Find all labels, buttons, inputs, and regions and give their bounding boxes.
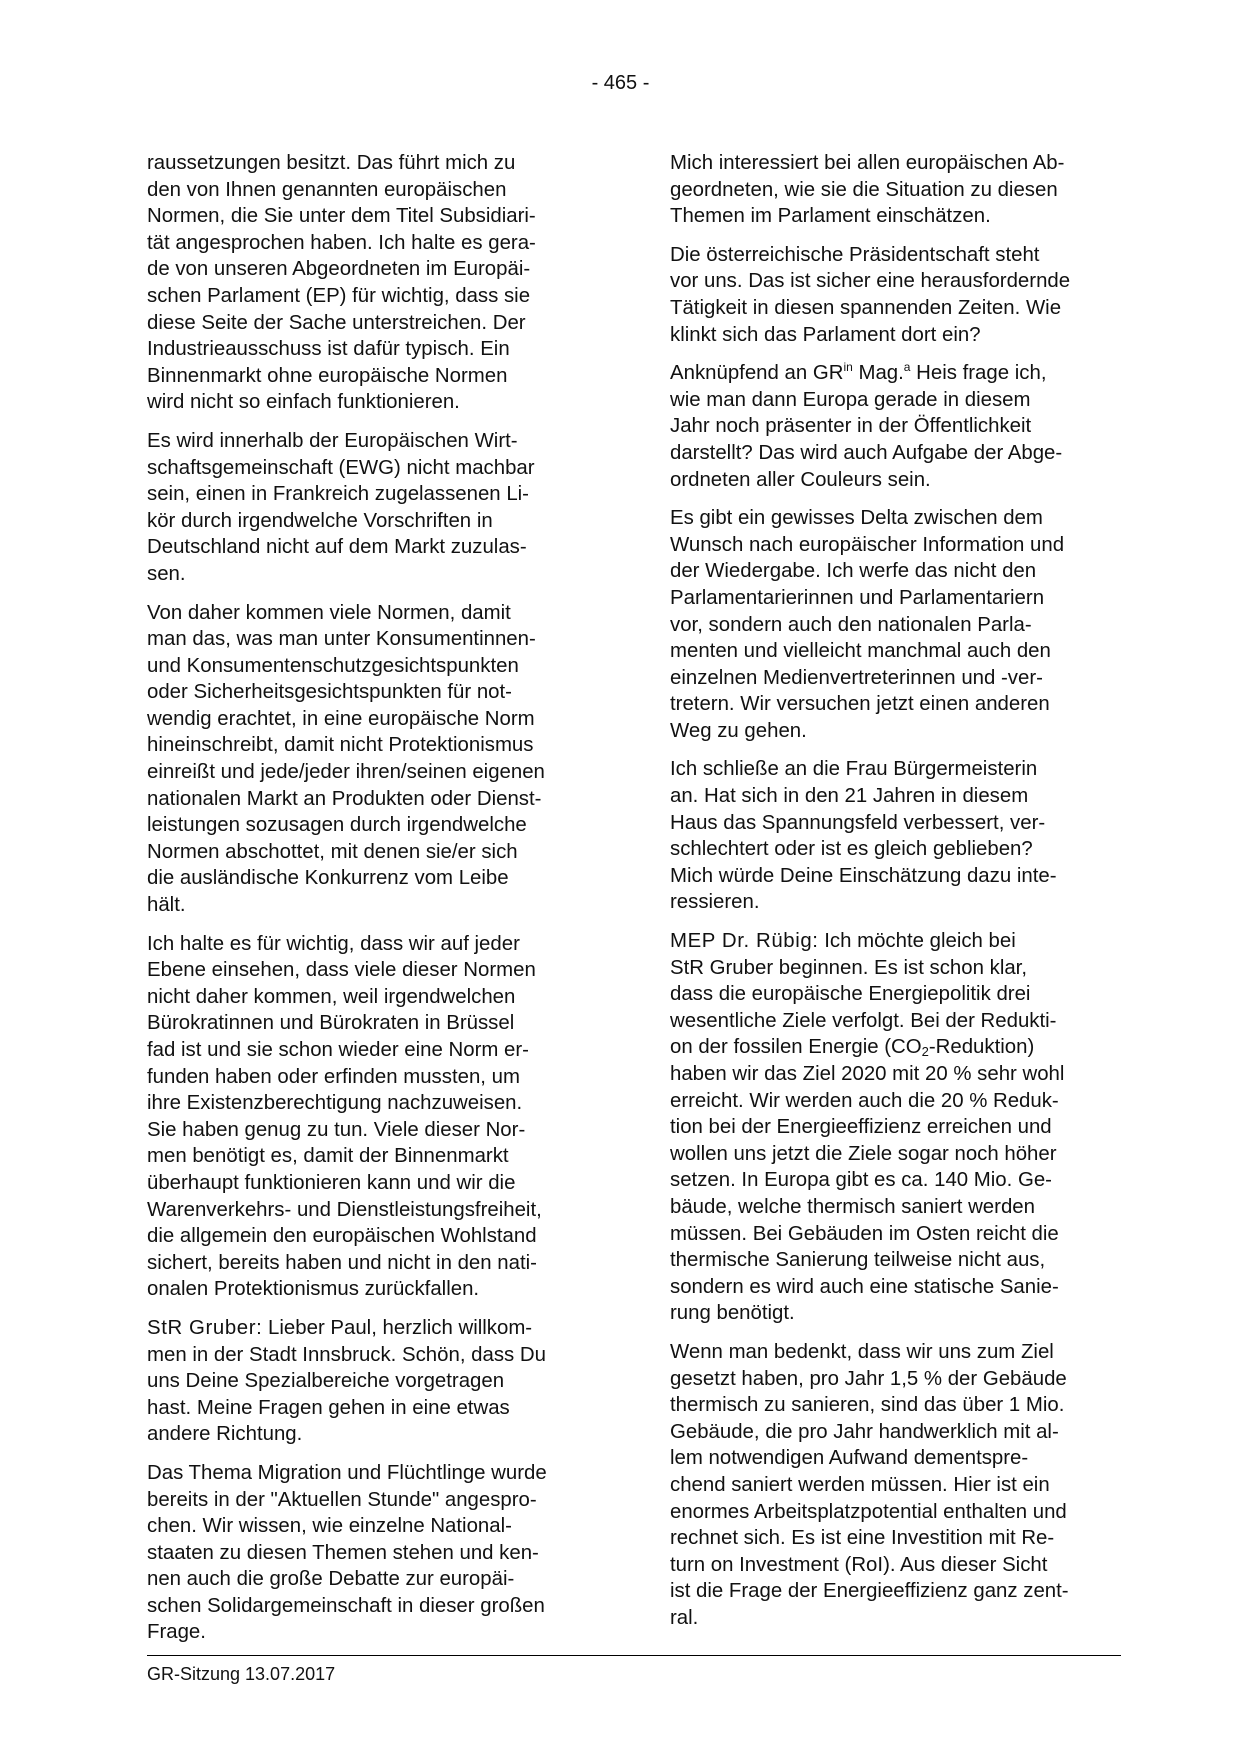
paragraph-line: hält.: [147, 894, 186, 917]
paragraph-line: tretern. Wir versuchen jetzt einen anderen: [670, 693, 1050, 716]
paragraph-line: man das, was man unter Konsumentinnen-: [147, 628, 536, 651]
paragraph-line: einreißt und jede/jeder ihren/seinen eigenen: [147, 761, 545, 784]
paragraph-line: wird nicht so einfach funktionieren.: [147, 391, 460, 414]
paragraph-line: lem notwendigen Aufwand dementspre-: [670, 1447, 1029, 1470]
paragraph: [147, 1315, 597, 1448]
paragraph-line: Weg zu gehen.: [670, 719, 807, 742]
paragraph-line: Tätigkeit in diesen spannenden Zeiten. Wie: [670, 296, 1062, 319]
paragraph-line: den von Ihnen genannten europäischen: [147, 178, 507, 201]
paragraph-line: schaftsgemeinschaft (EWG) nicht machbar: [147, 456, 535, 479]
paragraph: [670, 242, 1120, 348]
text-fragment: Mag.: [852, 362, 904, 385]
paragraph-line: Frage.: [147, 1621, 206, 1644]
paragraph-line: nicht daher kommen, weil irgendwelchen: [147, 985, 516, 1008]
paragraph-line: erreicht. Wir werden auch die 20 % Reduk-: [670, 1089, 1059, 1112]
paragraph-line: Ich halte es für wichtig, dass wir auf jeder: [147, 932, 520, 955]
paragraph-line: die ausländische Konkurrenz vom Leibe: [147, 867, 509, 890]
paragraph-line: StR Gruber beginnen. Es ist schon klar,: [670, 956, 1028, 979]
paragraph-line: [670, 1034, 1120, 1061]
paragraph-lines: [670, 1061, 1120, 1327]
paragraph-line: tion bei der Energieeffizienz erreichen und: [670, 1116, 1052, 1139]
paragraph-lines: [670, 955, 1120, 1035]
paragraph-line: leistungen sozusagen durch irgendwelche: [147, 814, 527, 837]
paragraph-line: raussetzungen besitzt. Das führt mich zu: [147, 152, 516, 174]
paragraph-line: Wunsch nach europäischer Information und: [670, 533, 1065, 556]
paragraph-line: Normen abschottet, mit denen sie/er sich: [147, 840, 518, 863]
footer-text: GR-Sitzung 13.07.2017: [147, 1664, 336, 1684]
paragraph-line: ressieren.: [670, 891, 760, 914]
paragraph-line: bäude, welche thermisch saniert werden: [670, 1195, 1035, 1218]
speaker-name: StR Gruber:: [147, 1316, 263, 1339]
paragraph-line: Von daher kommen viele Normen, damit: [147, 601, 511, 624]
paragraph-line: Das Thema Migration und Flüchtlinge wurde: [147, 1461, 547, 1484]
paragraph-line: [147, 1315, 597, 1342]
paragraph-line: Themen im Parlament einschätzen.: [670, 205, 991, 228]
subscript: 2: [921, 1044, 929, 1060]
paragraph-line: rung benötigt.: [670, 1302, 795, 1325]
paragraph: [147, 150, 597, 416]
paragraph-line: diese Seite der Sache unterstreichen. Der: [147, 311, 526, 334]
paragraph-line: ihre Existenzberechtigung nachzuweisen.: [147, 1092, 523, 1115]
paragraph-line: an. Hat sich in den 21 Jahren in diesem: [670, 785, 1029, 808]
paragraph-line: überhaupt funktionieren kann und wir die: [147, 1171, 516, 1194]
paragraph-line: Wenn man bedenkt, dass wir uns zum Ziel: [670, 1340, 1054, 1363]
paragraph-line: Gebäude, die pro Jahr handwerklich mit al-: [670, 1420, 1059, 1443]
paragraph-line: uns Deine Spezialbereiche vorgetragen: [147, 1370, 505, 1393]
paragraph-line: ordneten aller Couleurs sein.: [670, 468, 931, 491]
paragraph-lines: [147, 1342, 597, 1448]
paragraph: [670, 360, 1120, 493]
paragraph-line: wesentliche Ziele verfolgt. Bei der Redukti-: [670, 1009, 1057, 1032]
paragraph-line: funden haben oder erfinden mussten, um: [147, 1065, 520, 1088]
paragraph-line: setzen. In Europa gibt es ca. 140 Mio. Ge-: [670, 1169, 1052, 1192]
paragraph-line: sen.: [147, 562, 186, 585]
paragraph-line: menten und vielleicht manchmal auch den: [670, 640, 1051, 663]
right-column: [670, 150, 1120, 1643]
paragraph-line: gesetzt haben, pro Jahr 1,5 % der Gebäude: [670, 1367, 1067, 1390]
paragraph-line: Parlamentarierinnen und Parlamentariern: [670, 586, 1045, 609]
paragraph-line: thermisch zu sanieren, sind das über 1 Mio.: [670, 1394, 1065, 1417]
paragraph-line: Industrieausschuss ist dafür typisch. Ein: [147, 338, 510, 361]
paragraph-line: rechnet sich. Es ist eine Investition mit Re-: [670, 1527, 1055, 1550]
paragraph-line: turn on Investment (RoI). Aus dieser Sicht: [670, 1553, 1048, 1576]
paragraph-line: sein, einen in Frankreich zugelassenen Li-: [147, 483, 529, 506]
paragraph-line: dass die europäische Energiepolitik drei: [670, 983, 1031, 1006]
paragraph-line: der Wiedergabe. Ich werfe das nicht den: [670, 560, 1037, 583]
paragraph-line: oder Sicherheitsgesichtspunkten für not-: [147, 681, 512, 704]
superscript: in: [843, 360, 853, 375]
paragraph-lines: [670, 387, 1120, 493]
paragraph-line: Normen, die Sie unter dem Titel Subsidiari-: [147, 205, 536, 228]
paragraph-line: Die österreichische Präsidentschaft steht: [670, 243, 1040, 266]
paragraph-line: ist die Frage der Energieeffizienz ganz zent-: [670, 1580, 1069, 1603]
paragraph-line: schen Solidargemeinschaft in dieser großen: [147, 1594, 545, 1617]
paragraph-line: hineinschreibt, damit nicht Protektionismus: [147, 734, 534, 757]
paragraph-line: müssen. Bei Gebäuden im Osten reicht die: [670, 1222, 1059, 1245]
paragraph-line: men benötigt es, damit der Binnenmarkt: [147, 1145, 509, 1168]
paragraph-line: Ebene einsehen, dass viele dieser Normen: [147, 959, 536, 982]
paragraph-line: staaten zu diesen Themen stehen und ken-: [147, 1541, 539, 1564]
paragraph-line: Es wird innerhalb der Europäischen Wirt-: [147, 429, 518, 452]
paragraph-line: klinkt sich das Parlament dort ein?: [670, 323, 981, 346]
paragraph-line: onalen Protektionismus zurückfallen.: [147, 1278, 480, 1301]
paragraph: [670, 150, 1120, 230]
paragraph-line: Es gibt ein gewisses Delta zwischen dem: [670, 507, 1043, 530]
paragraph-line: wie man dann Europa gerade in diesem: [670, 388, 1031, 411]
text-fragment: Anknüpfend an GR: [670, 362, 844, 385]
paragraph-line: vor, sondern auch den nationalen Parla-: [670, 613, 1032, 636]
paragraph-line: und Konsumentenschutzgesichtspunkten: [147, 654, 519, 677]
page-number: - 465 -: [591, 72, 650, 94]
paragraph-line: Mich würde Deine Einschätzung dazu inte-: [670, 864, 1057, 887]
footer-divider: [147, 1655, 1121, 1656]
superscript: a: [903, 360, 911, 375]
paragraph-line: Ich schließe an die Frau Bürgermeisterin: [670, 758, 1038, 781]
paragraph: [670, 1339, 1120, 1632]
paragraph-line: kör durch irgendwelche Vorschriften in: [147, 509, 493, 532]
paragraph-line: wendig erachtet, in eine europäische Norm: [147, 707, 535, 730]
paragraph-line: men in der Stadt Innsbruck. Schön, dass Du: [147, 1343, 546, 1366]
paragraph-line: chen. Wir wissen, wie einzelne National-: [147, 1515, 512, 1538]
paragraph-line: [670, 928, 1120, 955]
speaker-name: MEP Dr. Rübig:: [670, 930, 819, 953]
paragraph-line: schen Parlament (EP) für wichtig, dass sie: [147, 284, 531, 307]
paragraph-line: sichert, bereits haben und nicht in den nati-: [147, 1251, 537, 1274]
paragraph-line: nationalen Markt an Produkten oder Dienst-: [147, 787, 542, 810]
paragraph-line: die allgemein den europäischen Wohlstand: [147, 1225, 537, 1248]
left-column: [147, 150, 597, 1658]
paragraph-line: thermische Sanierung teilweise nicht aus,: [670, 1249, 1046, 1272]
paragraph-line: vor uns. Das ist sicher eine herausfordernde: [670, 270, 1071, 293]
paragraph-line: nen auch die große Debatte zur europäi-: [147, 1568, 515, 1591]
paragraph-line: andere Richtung.: [147, 1423, 303, 1446]
paragraph-line: einzelnen Medienvertreterinnen und -ver-: [670, 666, 1043, 689]
paragraph: [670, 756, 1120, 916]
text-fragment: -Reduktion): [928, 1036, 1035, 1059]
text-fragment: on der fossilen Energie (CO: [670, 1036, 922, 1059]
paragraph-line: tät angesprochen haben. Ich halte es gera-: [147, 231, 536, 254]
paragraph-line-text: Ich möchte gleich bei: [818, 930, 1016, 953]
paragraph: [147, 1460, 597, 1646]
paragraph-line: Binnenmarkt ohne europäische Normen: [147, 364, 508, 387]
paragraph: [147, 600, 597, 919]
paragraph-line: hast. Meine Fragen gehen in eine etwas: [147, 1396, 510, 1419]
paragraph-line: ral.: [670, 1606, 699, 1629]
paragraph-line: chend saniert werden müssen. Hier ist ein: [670, 1473, 1050, 1496]
paragraph: [147, 931, 597, 1303]
paragraph-line: enormes Arbeitsplatzpotential enthalten und: [670, 1500, 1067, 1523]
paragraph-line: bereits in der "Aktuellen Stunde" angespro-: [147, 1488, 537, 1511]
paragraph-line: [670, 360, 1120, 387]
paragraph-line: fad ist und sie schon wieder eine Norm er-: [147, 1039, 529, 1061]
paragraph-line: Warenverkehrs- und Dienstleistungsfreiheit,: [147, 1198, 542, 1221]
paragraph-line: geordneten, wie sie die Situation zu diesen: [670, 178, 1058, 201]
paragraph-line: Sie haben genug zu tun. Viele dieser Nor-: [147, 1118, 526, 1141]
paragraph-line: Haus das Spannungsfeld verbessert, ver-: [670, 811, 1046, 834]
paragraph: [670, 928, 1120, 1327]
paragraph-line: Bürokratinnen und Bürokraten in Brüssel: [147, 1012, 515, 1035]
paragraph-line-text: Lieber Paul, herzlich willkom-: [262, 1316, 533, 1339]
paragraph-line: de von unseren Abgeordneten im Europäi-: [147, 258, 531, 281]
paragraph: [147, 428, 597, 588]
paragraph-line: haben wir das Ziel 2020 mit 20 % sehr wohl: [670, 1063, 1065, 1085]
paragraph: [670, 505, 1120, 744]
paragraph-line: darstellt? Das wird auch Aufgabe der Abge-: [670, 441, 1063, 464]
text-fragment: Heis frage ich,: [910, 362, 1047, 385]
paragraph-line: wollen uns jetzt die Ziele sogar noch höher: [670, 1142, 1057, 1165]
paragraph-line: Jahr noch präsenter in der Öffentlichkeit: [670, 415, 1032, 438]
paragraph-line: Mich interessiert bei allen europäischen Ab-: [670, 152, 1065, 174]
paragraph-line: schlechtert oder ist es gleich geblieben?: [670, 838, 1033, 861]
paragraph-line: Deutschland nicht auf dem Markt zuzulas-: [147, 536, 527, 559]
paragraph-line: sondern es wird auch eine statische Sanie-: [670, 1275, 1059, 1298]
